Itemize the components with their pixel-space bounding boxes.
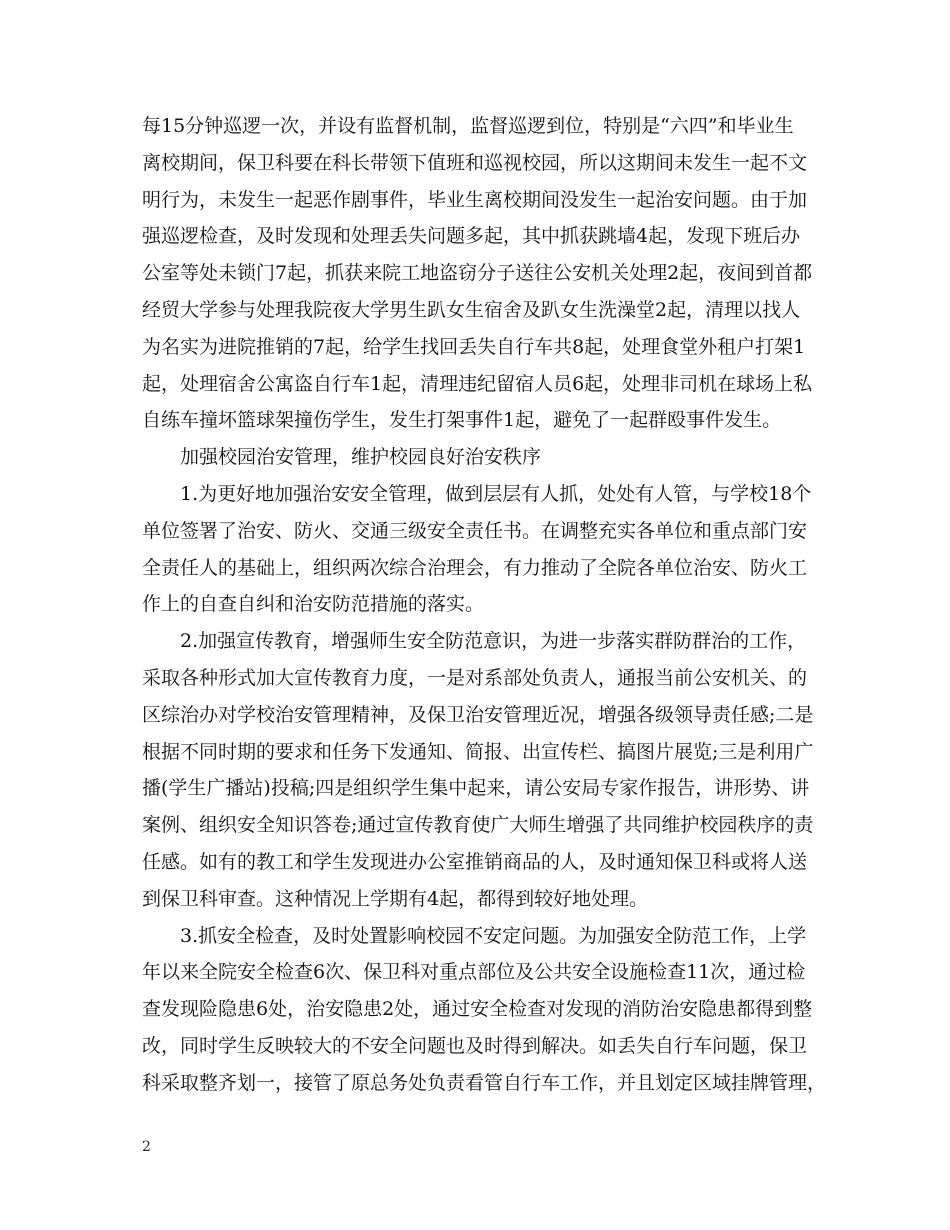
text-line: 播(学生广播站)投稿;四是组织学生集中起来，请公安局专家作报告，讲形势、讲	[142, 777, 810, 800]
page-number: 2	[142, 1139, 151, 1155]
text-line: 年以来全院安全检查6次、保卫科对重点部位及公共安全设施检查11次，通过检	[142, 961, 806, 984]
text-line: 经贸大学参与处理我院夜大学男生趴女生宿舍及趴女生洗澡堂2起，清理以找人	[142, 298, 801, 321]
text-line: 1.为更好地加强治安安全管理，做到层层有人抓，处处有人管，与学校18个	[180, 482, 812, 505]
text-line: 强巡逻检查，及时发现和处理丢失问题多起，其中抓获跳墙4起，发现下班后办	[142, 225, 801, 248]
text-line: 根据不同时期的要求和任务下发通知、简报、出宣传栏、搞图片展览;三是利用广	[142, 740, 814, 763]
text-line: 采取各种形式加大宣传教育力度，一是对系部处负责人，通报当前公安机关、的	[142, 666, 808, 689]
text-line: 单位签署了治安、防火、交通三级安全责任书。在调整充实各单位和重点部门安	[142, 519, 808, 542]
text-line: 起，处理宿舍公寓盗自行车1起，清理违纪留宿人员6起，处理非司机在球场上私	[142, 372, 813, 395]
text-line: 任感。如有的教工和学生发现进办公室推销商品的人，及时通知保卫科或将人送	[142, 850, 808, 873]
text-line: 案例、组织安全知识答卷;通过宣传教育使广大师生增强了共同维护校园秩序的责	[142, 814, 814, 837]
text-line: 自练车撞坏篮球架撞伤学生，发生打架事件1起，避免了一起群殴事件发生。	[142, 409, 782, 432]
text-line: 查发现险隐患6处，治安隐患2处，通过安全检查对发现的消防治安隐患都得到整	[142, 998, 813, 1021]
text-line: 公室等处未锁门7起，抓获来院工地盗窃分子送往公安机关处理2起，夜间到首都	[142, 262, 813, 285]
text-line: 每15分钟巡逻一次，并设有监督机制，监督巡逻到位，特别是“六四”和毕业生	[142, 115, 794, 137]
text-line: 区综治办对学校治安管理精神，及保卫治安管理近况，增强各级领导责任感;二是	[142, 703, 814, 726]
document-body	[142, 108, 827, 1102]
text-line: 2.加强宣传教育，增强师生安全防范意识，为进一步落实群防群治的工作，	[180, 630, 807, 653]
text-line: 科采取整齐划一，接管了原总务处负责看管自行车工作，并且划定区域挂牌管理，	[142, 1071, 827, 1094]
text-line: 离校期间，保卫科要在科长带领下值班和巡视校园，所以这期间未发生一起不文	[142, 151, 808, 174]
section-heading: 加强校园治安管理，维护校园良好治安秩序	[180, 446, 542, 469]
text-line: 改，同时学生反映较大的不安全问题也及时得到解决。如丢失自行车问题，保卫	[142, 1034, 808, 1057]
text-line: 作上的自查自纠和治安防范措施的落实。	[142, 593, 485, 616]
text-line: 到保卫科审查。这种情况上学期有4起，都得到较好地处理。	[142, 887, 649, 910]
text-line: 3.抓安全检查，及时处置影响校园不安定问题。为加强安全防范工作，上学	[180, 924, 807, 947]
text-line: 全责任人的基础上，组织两次综合治理会，有力推动了全院各单位治安、防火工	[142, 556, 808, 579]
text-line: 明行为，未发生一起恶作剧事件，毕业生离校期间没发生一起治安问题。由于加	[142, 188, 808, 211]
text-line: 为名实为进院推销的7起，给学生找回丢失自行车共8起，处理食堂外租户打架1	[142, 335, 806, 358]
